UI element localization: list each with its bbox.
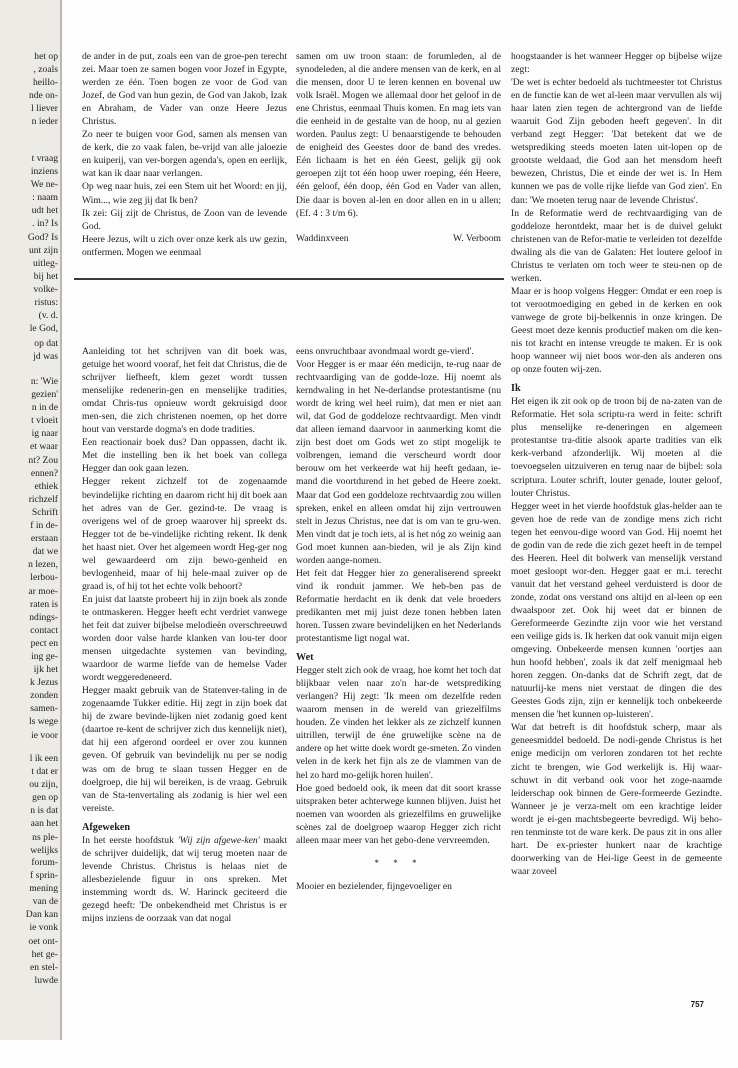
paragraph: samen om uw troon staan: de forumleden, al de synodeleden, al die andere mensen van de kerk, en al die mensen, door U te leren kennen en bovenal uw volk Israël. Mogen we allemaal door het geloof in de ene Christus, eenmaal Thuis komen. En mag iets van die eenheid in de gestalte van de hoop, nu al gezien worden. Paulus zegt: U benaarstigende te behouden de enigheid des Geestes door de band des vredes. Eén lichaam is het en één Geest, gelijk gij ook geroepen zijt tot één hoop uwer roeping, één Heere, één geloof, één doop, één God en Vader van allen, Die daar is boven al-len en door allen en in u allen; (Ef. 4 : 3 t/m 6).: [296, 51, 501, 219]
paragraph: En juist dat laatste probeert hij in zijn boek als zonde te ontmaskeren. Hegger heeft echt verdriet vanwege het feit dat zuiver bijbelse melodieën overschreeuwd worden door valse harde klanken van lou-ter door mensen uitgedachte systemen van bevinding, waardoor de warme liefde van de hemelse Vader wordt weggeredeneerd.: [82, 593, 287, 684]
previous-page-fragment-6: forum- f sprin- mening van de Dan kan ie vonk oet ont- het ge- en stel- luwde: [25, 857, 58, 986]
paragraph: Het eigen ik zit ook op de troon bij de na-zaten van de Reformatie. Het sola scriptu-ra werd in feite: schrift plus menselijke re-deneringen en algemeen protestantse tra-ditie alsook aparte tradities van elk kerk-verband afzonderlijk. Wij moeten al die toevoegselen uitzuiveren en terug naar de bijbel: sola scriptura. Louter schrift, louter genade, louter geloof, louter Christus.: [511, 396, 722, 499]
paragraph: Wat dat betreft is dit hoofdstuk scherp, maar als geneesmiddel bedoeld. De nodi-gende Christus is het enige medicijn om verloren zondaren tot het rechte zicht te brengen, wie God werkelijk is. Hij waar-schuwt in dit verband ook voor het zoge-naamde leiderschap ook binnen de Gere-formeerde Gezindte. Wanneer je je verza-melt om een krachtige leider wordt je ei-gen machtsbegeerte bevredigd. Wij beho-ren tenminste tot de ware kerk. De paus zit in ons aller hart. De ex-priester hunkert naar de krachtige doorwerking van de Hei-lige Geest in de gemeente waar zoveel: [511, 722, 722, 877]
previous-page-fragment-5: l ik een t dat er ou zijn, gen op n is dat aan het ns ple- welijks: [29, 753, 58, 856]
paragraph: Op weg naar huis, zei een Stem uit het Woord: en jij, Wim..., wie zeg jij dat Ik ben?: [82, 181, 287, 206]
paragraph: Het feit dat Hegger hier zo generaliserend spreekt vind ik ronduit jammer. We heb-ben pas de Reformatie herdacht en ik denk dat vele broeders predikanten met mij juist deze tonen hebben laten horen. Tussen zware bevindelijken en het Nederlands protestantisme ligt nogal wat.: [296, 567, 501, 645]
paragraph: Hegger stelt zich ook de vraag, hoe komt het toch dat blijkbaar velen naar zo'n har-de wetsprediking verlangen? Hij zegt: 'Ik meen om dezelfde reden waarom mensen in de wereld van griezelfilms houden. Ze vinden het lekker als ze zichzelf kunnen uitrillen, terwijl de éne gruwelijke scène na de andere op het witte doek wordt ge-smeten. Zo vinden velen in de kerk het fijn als ze de vlammen van de hel zo hard mo-gelijk horen huilen'.: [296, 665, 501, 781]
paragraph: Voor Hegger is er maar één medicijn, te-rug naar de rechtvaardiging van de godde-loze. Hij noemt als kerndwaling in het Ne-derlandse protestantisme (nu wordt de kring wel heel ruim), dat men er niet aan wil, dat God de goddeloze rechtvaardigt. Men vindt dat alleen iemand daarvoor in aanmerking komt die zijn best doet om Gods wet zo stipt mogelijk te volbrengen, iemand die verscheurd wordt door berouw om het verkeerde wat hij heeft gedaan, ie-mand die voortdurend in het gebed de Heere zoekt. Maar dat God een goddeloze rechtvaardig zou willen spreken, enkel en alleen omdat hij zijn vertrouwen stelt in Jezus Christus, nee dat is om van te gru-wen. Men vindt dat je toch iets, al is het nóg zo weinig aan God moet kunnen aan-bieden, wil je als Zijn kind worden aange-nomen.: [296, 359, 501, 566]
paragraph: In de Reformatie werd de rechtvaardiging van de goddeloze herontdekt, maar het is de duivel gelukt christenen van de Refor-matie te verleiden tot dezelfde dwaling als die van de Galaten: Het loutere geloof in Christus te verlaten om toch weer te steu-nen op de werken.: [511, 207, 722, 284]
paragraph: Aanleiding tot het schrijven van dit boek was, getuige het woord vooraf, het feit dat Christus, die de schrijver liefheeft, klem gezet wordt tussen menselijke redenerin-gen en menselijke tradities, omdat Chris-tus opnieuw wordt gekruisigd door men-sen, die zich christenen noemen, op het dorre hout van verstarde dogma's en dode tradities.: [82, 346, 287, 436]
page-number: 757: [690, 1000, 704, 1009]
signature-author: W. Verboom: [453, 232, 501, 244]
paragraph: eens onvruchtbaar avondmaal wordt ge-vierd'.: [296, 346, 474, 357]
paragraph: Mooier en bezielender, fijngevoeliger en: [296, 880, 452, 892]
paragraph: [82, 834, 287, 925]
paragraph: Maar er is hoop volgens Hegger: Omdat er een roep is tot verootmoediging en gebed in de kerken en ook vanwege de grote bij-belkennis in onze kringen. De Geest moet deze kennis productief maken om die ken-nis tot kracht en intense vreugde te maken. Er is ook hoop wanneer wij niet boos wor-den als anderen ons op onze fouten wij-zen.: [511, 285, 722, 376]
previous-page-strip: [0, 0, 62, 1040]
paragraph: Ik zei: Gij zijt de Christus, de Zoon van de levende God.: [82, 207, 287, 232]
article-divider-rule: [74, 278, 504, 280]
bottom-left-column: [82, 345, 287, 1005]
bottom-middle-column: [296, 345, 501, 1005]
paragraph: Zo neer te buigen voor God, samen als mensen van de kerk, die zo vaak falen, be-vrijd van alle jaloezie en kuiperij, van ver-borgen agenda's, open en eerlijk, wat kan ik daar naar verlangen.: [82, 129, 287, 180]
section-heading-wet: Wet: [296, 652, 314, 664]
text-run: In het eerste hoofdstuk: [82, 834, 178, 846]
right-column: [511, 50, 722, 995]
paragraph: Hegger weet in het vierde hoofdstuk glas-helder aan te geven hoe de rede van de zondige mens zich richt tegen het eenvou-dige woord van God. Hij noemt het de godin van de rede die zich gezet heeft in de tempel des Heeren. Heel dit bolwerk van menselijk verstand moet gesloopt wor-den. Hegger gaat er m.i. terecht vanuit dat het verstand geheel verduisterd is door de zonde, zodat ons verstand ons altijd en al-leen op een dwaalspoor zet. Ook hij weet dat er binnen de Gereformeerde Gezindte zijn voor wie het verstand een veilige gids is. Ik herken dat ook vanuit mijn eigen omgeving. Onbekeerde mensen kunnen 'oortjes aan hun hoofd hebben', zoals ik dat zelf menigmaal heb horen zeggen. On-danks dat de Schrift zegt, dat de natuurlij-ke mens niet verstaat de dingen die des Geestes Gods zijn, zijn er kennelijk toch onbekeerde mensen die 'het kunnen op-luisteren'.: [511, 500, 722, 721]
top-left-column: [82, 50, 287, 275]
paragraph: Hoe goed bedoeld ook, ik meen dat dit soort krasse uitspraken beter achterwege kunnen blijven. Juist het noemen van woorden als griezelfilms en gruwelijke scènes zal de doelgroep waarop Hegger zich richt alleen maar meer van het gebo-dene vervreemden.: [296, 782, 501, 846]
top-middle-column: [296, 50, 501, 275]
paragraph: Een reactionair boek dus? Dan oppassen, dacht ik. Met die instelling ben ik het boek van collega Hegger dan ook gaan lezen.: [82, 437, 287, 475]
previous-page-fragment-4: n: 'Wie gezien' n in de t vloeit ig naar et waar nt? Zou ennen? ethiek richzelf Schrift f in de- erstaan dat we n lezen, lerbou- ar moe- raten is ndings- contact pect en ing ge- ijk het k Jezus zonden samen- ls wege ie voor: [28, 376, 58, 741]
previous-page-fragment-2: t vraag inziens We ne- : naam udt het . in? Is God? Is unt zijn uitleg- bij het volke- ristus: (v. d. le God,: [27, 153, 58, 335]
paragraph: hoogstaander is het wanneer Hegger op bijbelse wijze zegt:: [511, 51, 722, 76]
paragraph: de ander in de put, zoals een van de groe-pen terecht zei. Maar toen ze samen bogen voor Jozef in Egypte, werden ze één. Toen bogen ze voor de God van Jozef, de God van hun gezin, de God van Jakob, Izak en Abraham, de Vader van onze Heere Jezus Christus.: [82, 51, 287, 128]
signature-line: [296, 232, 501, 245]
text-run: maakt de schrijver duidelijk, dat wij terug moeten naar de levende Christus. Christus is helaas niet de allesbezielende figuur in ons spreken. Met instemming wordt ds. W. Harinck geciteerd die gezegd heeft: 'De onbekendheid met Christus is er mijns inziens de oorzaak van dat nogal: [82, 834, 287, 925]
magazine-page: [62, 0, 738, 1068]
section-heading-afgeweken: Afgeweken: [82, 821, 131, 833]
paragraph: 'De wet is echter bedoeld als tuchtmeester tot Christus en de functie kan de wet al-leen maar vervullen als wij haar laten zien tegen de achtergrond van de liefde waaruit God Zijn geboden heeft gegeven'. In dit verband zegt Hegger: 'Dat betekent dat we de wetsprediking steeds moeten laten uit-lopen op de grootste weldaad, die God aan het mensdom heeft bewezen, Christus, Die et einde der wet is. In Hem kunnen we pas de volle rijke liefde van God zien'. En dan: 'We moeten terug naar de levende Christus'.: [511, 77, 722, 206]
paragraph: Heere Jezus, wilt u zich over onze kerk als uw gezin, ontfermen. Mogen we eenmaal: [82, 233, 287, 258]
section-separator: * * *: [374, 857, 423, 868]
previous-page-fragment-1: het op , zoals heillo- nde on- l liever n ieder: [28, 51, 58, 128]
signature-place: Waddinxveen: [296, 232, 349, 244]
chapter-title: 'Wij zijn afgewe-ken': [177, 834, 260, 846]
paragraph: Hegger rekent zichzelf tot de zogenaamde bevindelijke richting en daarom richt hij dit boek aan het adres van de Ger. gezind-te. De vraag is overigens wel of de groep waarover hij spreekt ds. Hegger tot de be-vindelijke richting rekent. Ik denk het haast niet. Over het algemeen wordt Heg-ger nog wel gewaardeerd om zijn bewo-genheid en bevlogenheid, maar of hij hele-maal zuiver op de graad is, of hij tot het echte volk behoort?: [82, 476, 287, 592]
paragraph: Hegger maakt gebruik van de Statenver-taling in de zogenaamde Tukker editie. Hij zegt in zijn boek dat hij de zware bevinde-lijken niet zodanig goed kent (daartoe re-kent de schrijver zich dus kennelijk niet), dat hij een afgerond oordeel er over zou kunnen geven. Of gebruik van bevindelijk nu per se nodig was om de brug te slaan tussen Hegger en de doelgroep, die hij wil bereiken, is de vraag. Gebruik van de Sta-tenvertaling als zodanig is hier wel een vereiste.: [82, 685, 287, 814]
section-heading-ik: Ik: [511, 383, 521, 395]
previous-page-fragment-3: op dat jd was: [33, 338, 58, 363]
